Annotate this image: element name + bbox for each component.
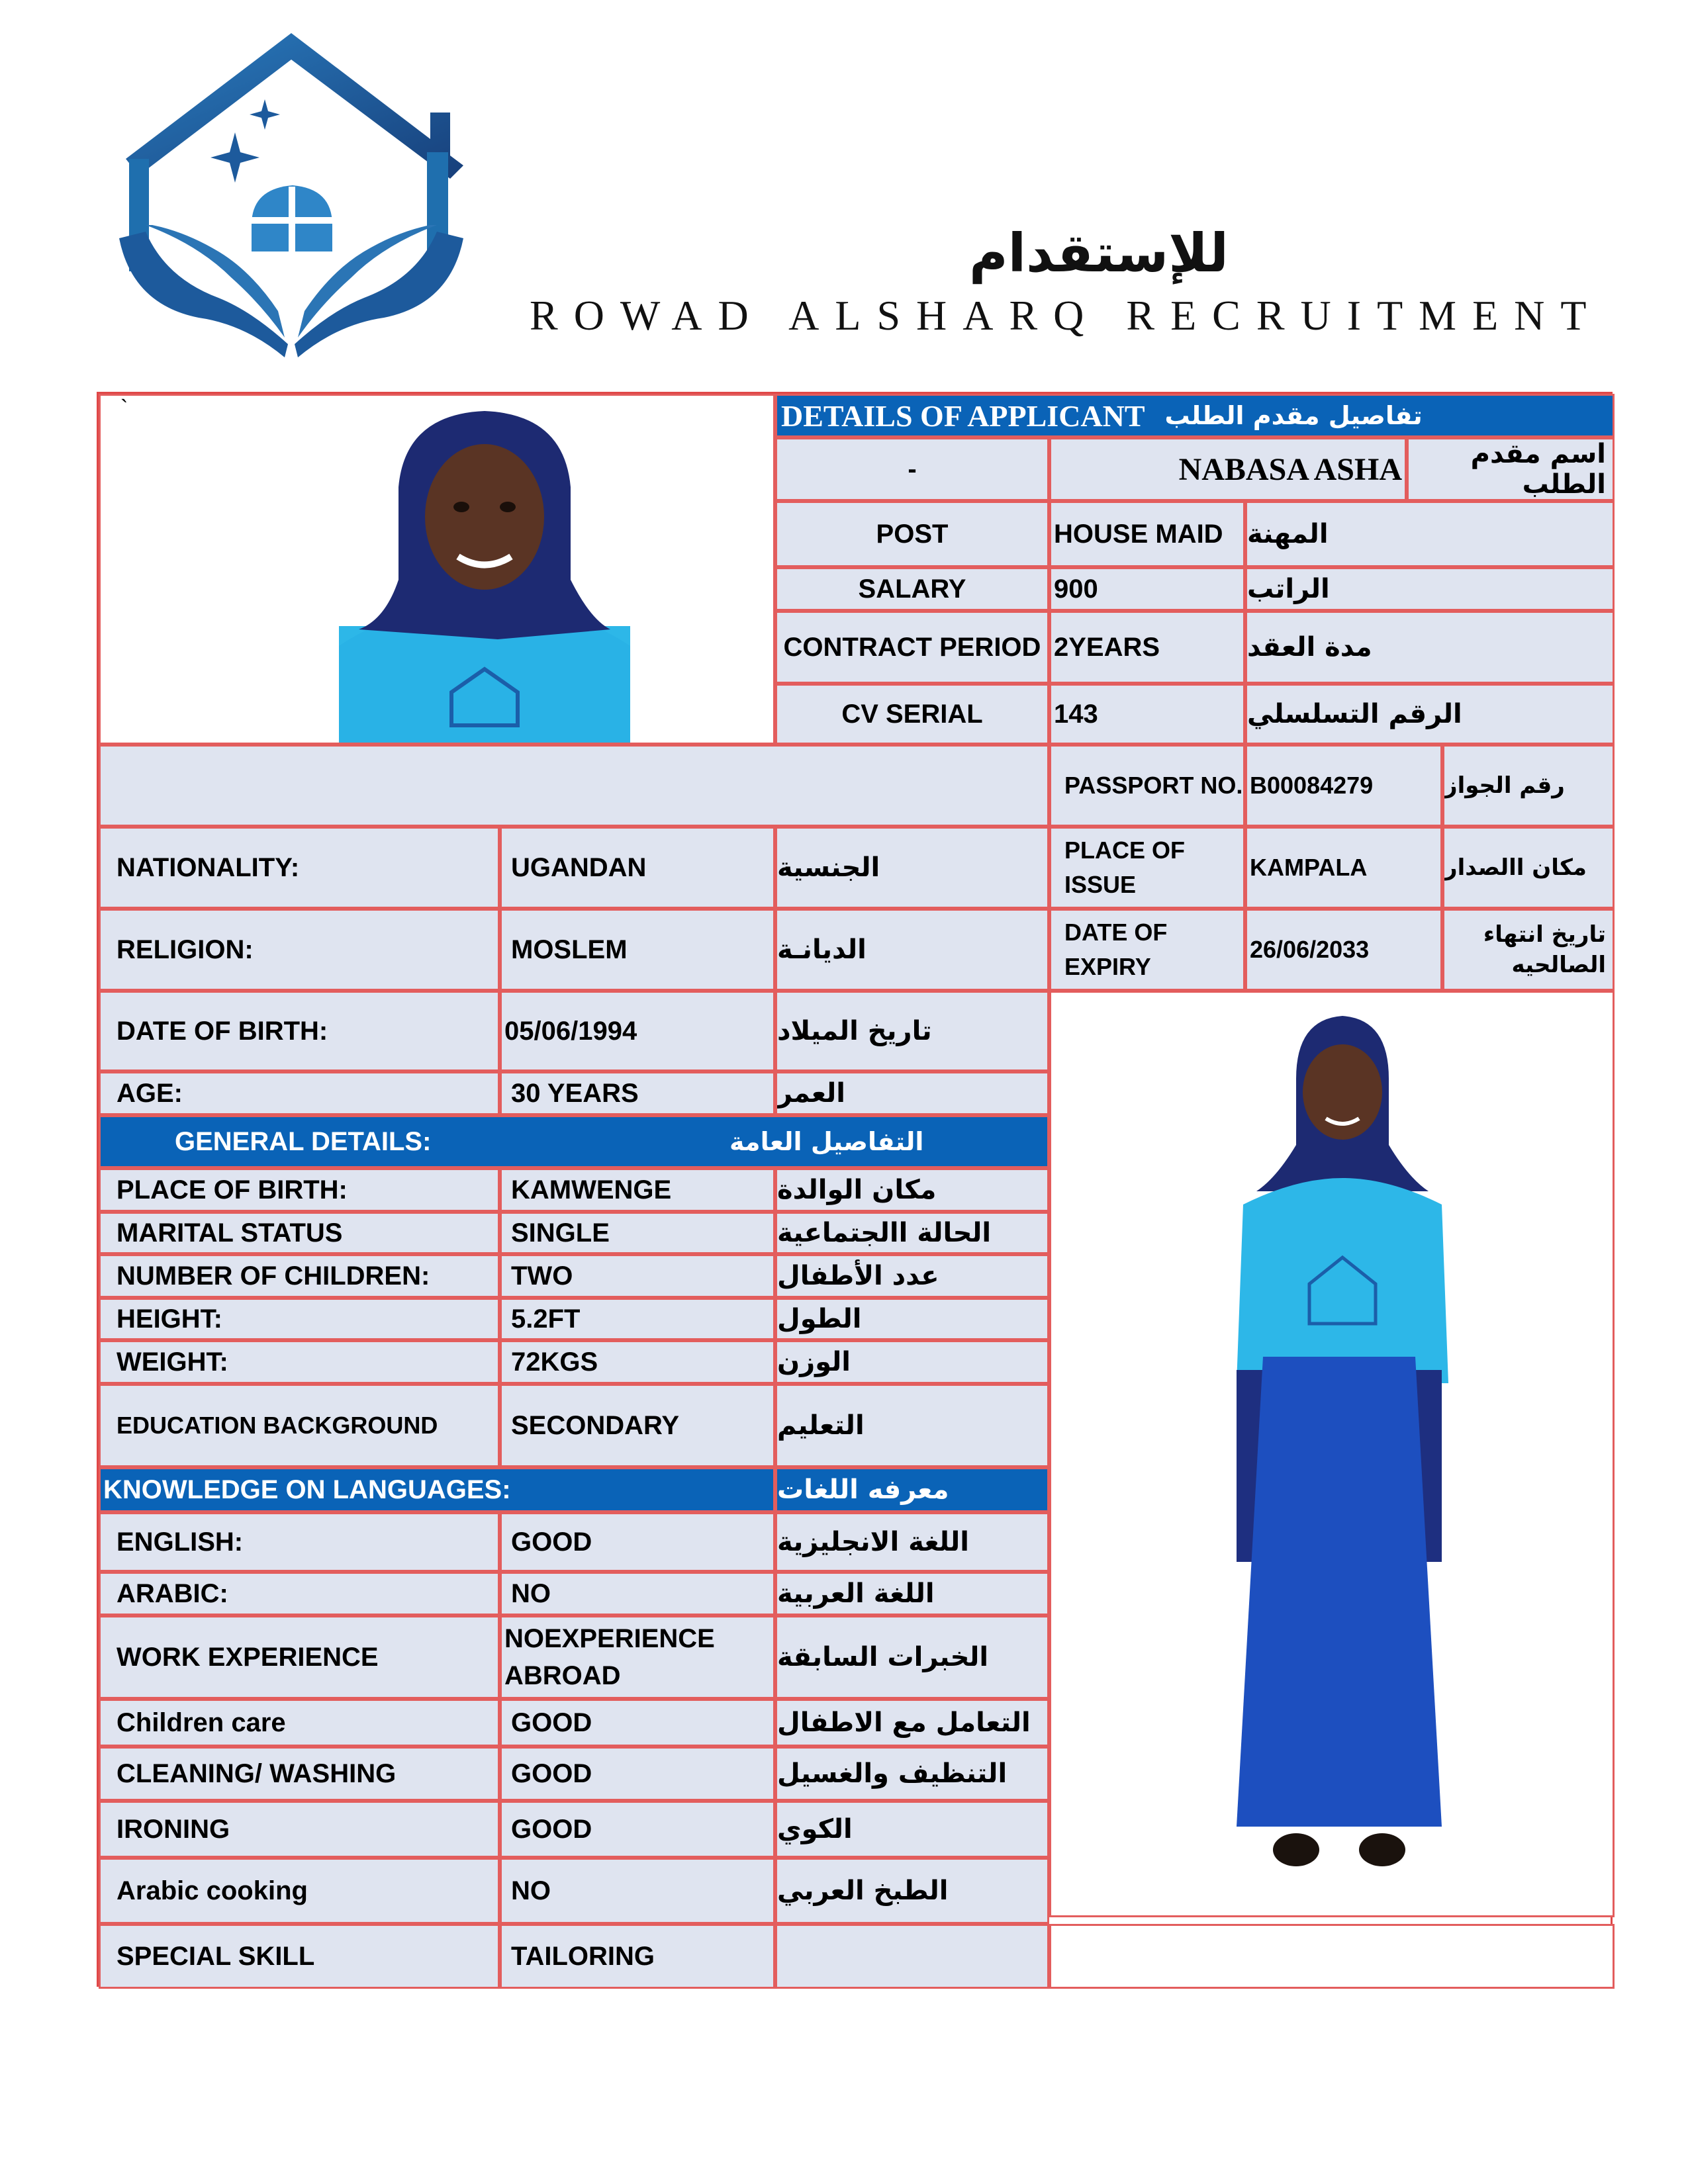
children-care-label: Children care bbox=[99, 1699, 500, 1747]
religion-value: MOSLEM bbox=[500, 909, 775, 991]
marital-label-ar: الحالة االجتماعية bbox=[775, 1212, 1049, 1254]
photo-cell bbox=[99, 394, 775, 745]
education-label-ar: التعليم bbox=[775, 1384, 1049, 1467]
place-of-issue-label: PLACE OF ISSUE bbox=[1049, 827, 1245, 909]
general-details-header bbox=[99, 1115, 1049, 1168]
arabic-cooking-value: NO bbox=[500, 1858, 775, 1924]
date-of-expiry-label: DATE OF EXPIRY bbox=[1049, 909, 1245, 991]
passport-no-value: B00084279 bbox=[1245, 745, 1442, 827]
weight-label-ar: الوزن bbox=[775, 1340, 1049, 1384]
arabic-value: NO bbox=[500, 1572, 775, 1615]
full-photo-cell bbox=[1049, 991, 1615, 1917]
cv-form bbox=[97, 392, 1613, 1987]
salary-label-ar: الراتب bbox=[1245, 567, 1615, 611]
passport-no-label-ar: رقم الجواز bbox=[1442, 745, 1615, 827]
general-details-header-ar: التفاصيل العامة bbox=[729, 1127, 924, 1156]
children-value: TWO bbox=[500, 1254, 775, 1298]
pob-label: PLACE OF BIRTH: bbox=[99, 1168, 500, 1212]
contract-value: 2YEARS bbox=[1049, 611, 1245, 684]
dob-value: 05/06/1994 bbox=[500, 991, 775, 1071]
applicant-portrait-photo bbox=[339, 408, 630, 745]
cleaning-label-ar: التنظيف والغسيل bbox=[775, 1747, 1049, 1801]
marital-value: SINGLE bbox=[500, 1212, 775, 1254]
english-label: ENGLISH: bbox=[99, 1512, 500, 1572]
dob-label: DATE OF BIRTH: bbox=[99, 991, 500, 1071]
religion-label-ar: الديانـة bbox=[775, 909, 1049, 991]
salary-value: 900 bbox=[1049, 567, 1245, 611]
post-label-ar: المهنة bbox=[1245, 501, 1615, 567]
cv-serial-value: 143 bbox=[1049, 684, 1245, 745]
place-of-issue-value: KAMPALA bbox=[1245, 827, 1442, 909]
nationality-value: UGANDAN bbox=[500, 827, 775, 909]
details-header-ar: تفاصيل مقدم الطلب bbox=[1164, 401, 1423, 430]
ironing-label: IRONING bbox=[99, 1801, 500, 1858]
pob-value: KAMWENGE bbox=[500, 1168, 775, 1212]
brand-arabic-wordmark bbox=[503, 60, 1589, 285]
cv-serial-label: CV SERIAL bbox=[775, 684, 1049, 745]
name-prefix: - bbox=[775, 437, 1049, 501]
special-skill-empty-ar bbox=[775, 1924, 1049, 1989]
languages-header-en: KNOWLEDGE ON LANGUAGES: bbox=[99, 1467, 775, 1512]
dob-label-ar: تاريخ الميلاد bbox=[775, 991, 1049, 1071]
marital-label: MARITAL STATUS bbox=[99, 1212, 500, 1254]
applicant-name: NABASA ASHA bbox=[1049, 437, 1407, 501]
salary-label: SALARY bbox=[775, 567, 1049, 611]
special-skill-label: SPECIAL SKILL bbox=[99, 1924, 500, 1989]
cleaning-label: CLEANING/ WASHING bbox=[99, 1747, 500, 1801]
children-care-label-ar: التعامل مع الاطفال bbox=[775, 1699, 1049, 1747]
corner-mark: ` bbox=[120, 396, 128, 421]
height-value: 5.2FT bbox=[500, 1298, 775, 1340]
brand-sub-ar: للإستقدام bbox=[969, 222, 1229, 284]
age-label-ar: العمر bbox=[775, 1071, 1049, 1115]
place-of-issue-label-ar: مكان االصدار bbox=[1442, 827, 1615, 909]
age-label: AGE: bbox=[99, 1071, 500, 1115]
post-value: HOUSE MAID bbox=[1049, 501, 1245, 567]
passport-no-label: PASSPORT NO. bbox=[1049, 745, 1245, 827]
height-label: HEIGHT: bbox=[99, 1298, 500, 1340]
children-care-value: GOOD bbox=[500, 1699, 775, 1747]
arabic-cooking-label-ar: الطبخ العربي bbox=[775, 1858, 1049, 1924]
ironing-value: GOOD bbox=[500, 1801, 775, 1858]
pob-label-ar: مكان الوالدة bbox=[775, 1168, 1049, 1212]
ironing-label-ar: الكوي bbox=[775, 1801, 1049, 1858]
brand-english-name: ROWAD ALSHARQ RECRUITMENT bbox=[530, 292, 1603, 339]
cv-serial-label-ar: الرقم التسلسلي bbox=[1245, 684, 1615, 745]
cleaning-value: GOOD bbox=[500, 1747, 775, 1801]
education-label: EDUCATION BACKGROUND bbox=[99, 1384, 500, 1467]
english-value: GOOD bbox=[500, 1512, 775, 1572]
empty-banner-cell bbox=[99, 745, 1049, 827]
work-experience-label-ar: الخبرات السابقة bbox=[775, 1615, 1049, 1699]
date-of-expiry-value: 26/06/2033 bbox=[1245, 909, 1442, 991]
weight-value: 72KGS bbox=[500, 1340, 775, 1384]
arabic-label-ar: اللغة العربية bbox=[775, 1572, 1049, 1615]
details-header-en: DETAILS OF APPLICANT bbox=[781, 398, 1145, 433]
nationality-label-ar: الجنسية bbox=[775, 827, 1049, 909]
applicant-name-label-ar: اسم مقدم الطلب bbox=[1407, 437, 1615, 501]
education-value: SECONDARY bbox=[500, 1384, 775, 1467]
details-header bbox=[775, 394, 1615, 437]
age-value: 30 YEARS bbox=[500, 1071, 775, 1115]
weight-label: WEIGHT: bbox=[99, 1340, 500, 1384]
empty-bottom-cell bbox=[1049, 1924, 1615, 1989]
english-label-ar: اللغة الانجليزية bbox=[775, 1512, 1049, 1572]
children-label: NUMBER OF CHILDREN: bbox=[99, 1254, 500, 1298]
arabic-label: ARABIC: bbox=[99, 1572, 500, 1615]
children-label-ar: عدد الأطفال bbox=[775, 1254, 1049, 1298]
general-details-header-en: GENERAL DETAILS: bbox=[175, 1126, 432, 1156]
nationality-label: NATIONALITY: bbox=[99, 827, 500, 909]
work-experience-value: NOEXPERIENCE ABROAD bbox=[500, 1615, 775, 1699]
contract-label-ar: مدة العقد bbox=[1245, 611, 1615, 684]
date-of-expiry-label-ar: تاريخ انتهاء الصالحيه bbox=[1442, 909, 1615, 991]
height-label-ar: الطول bbox=[775, 1298, 1049, 1340]
arabic-cooking-label: Arabic cooking bbox=[99, 1858, 500, 1924]
contract-label: CONTRACT PERIOD bbox=[775, 611, 1049, 684]
post-label: POST bbox=[775, 501, 1049, 567]
languages-header-ar: معرفه اللغات bbox=[775, 1467, 1049, 1512]
special-skill-value: TAILORING bbox=[500, 1924, 775, 1989]
work-experience-label: WORK EXPERIENCE bbox=[99, 1615, 500, 1699]
logo-house-hands-icon bbox=[119, 26, 463, 357]
applicant-full-body-photo bbox=[1230, 1013, 1448, 1886]
religion-label: RELIGION: bbox=[99, 909, 500, 991]
